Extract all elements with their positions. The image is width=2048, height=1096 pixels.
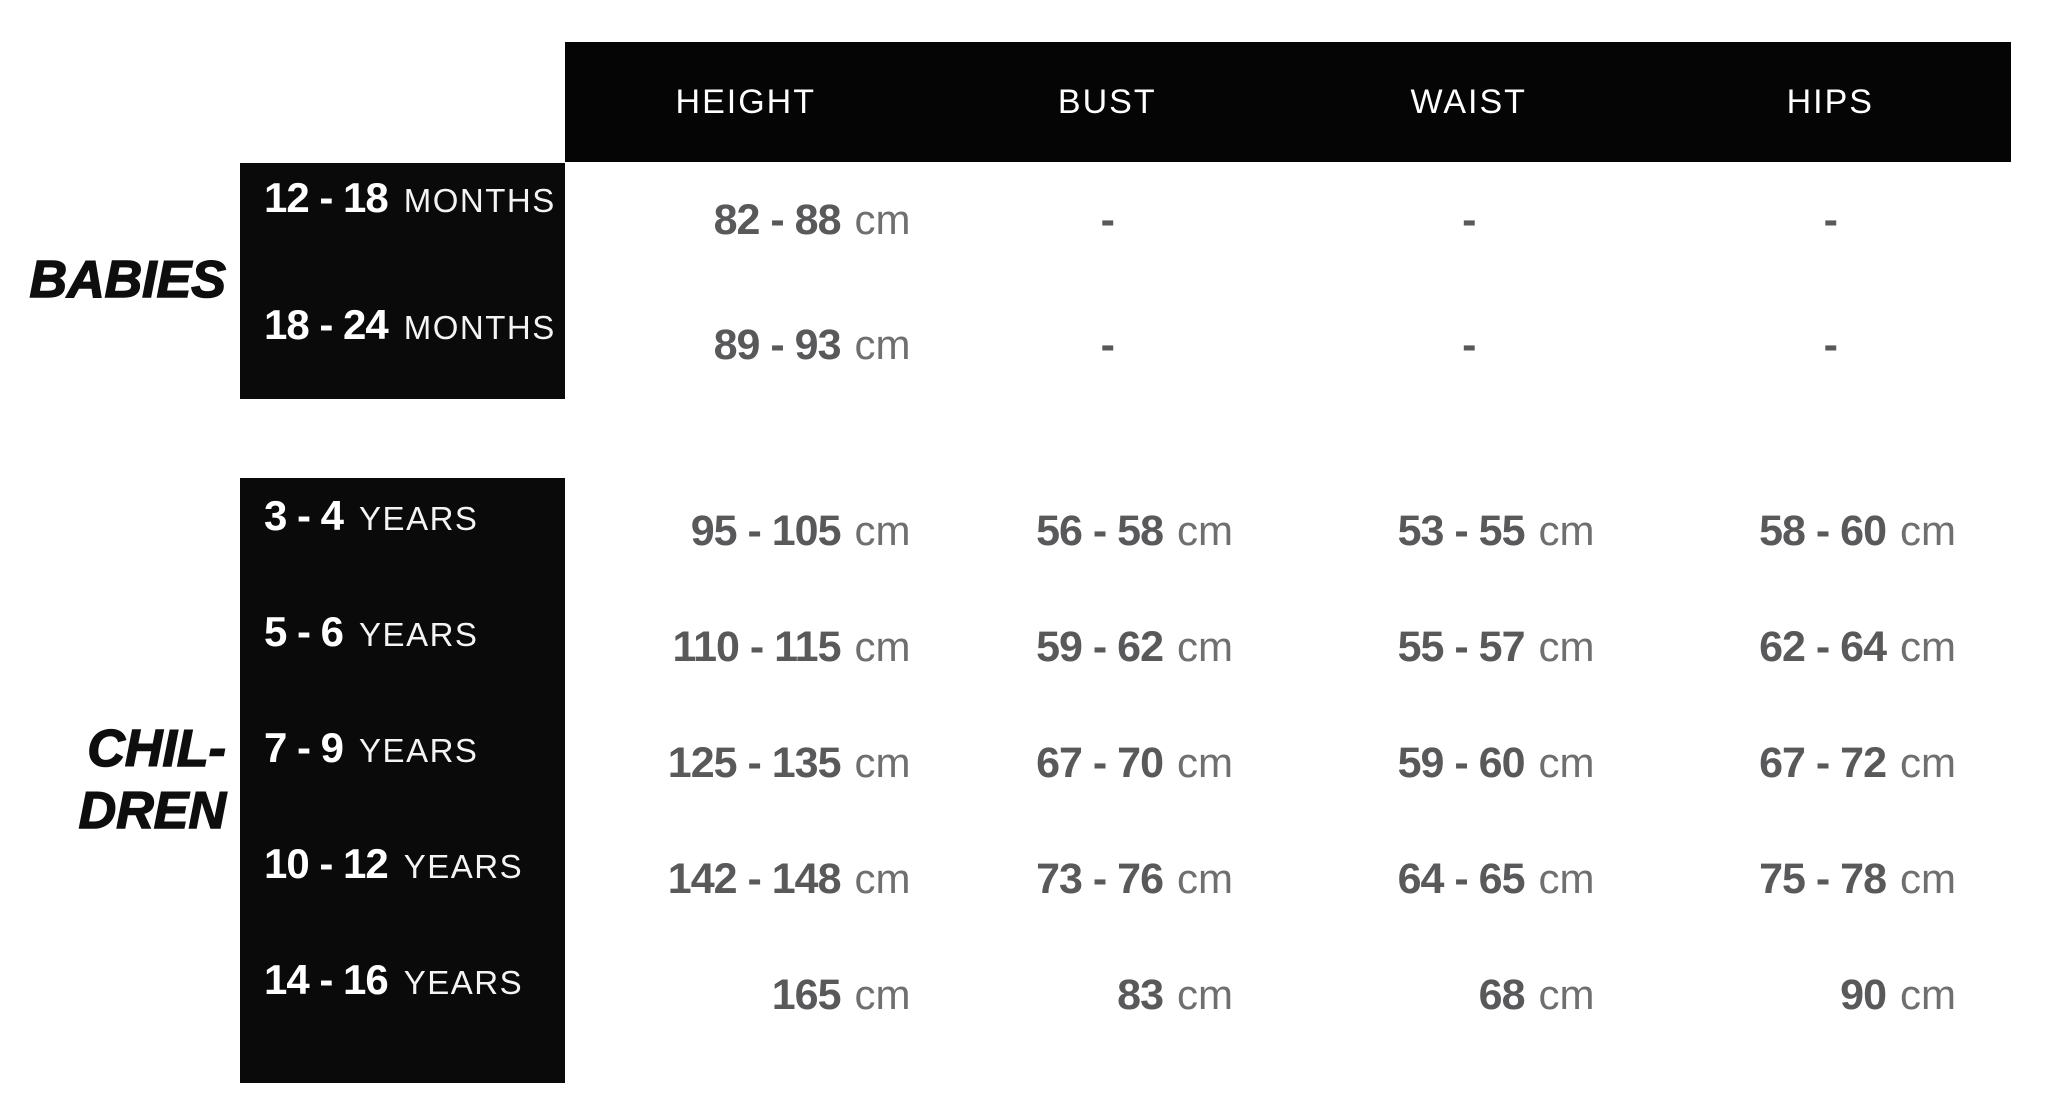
waist-cell: 64 - 65 cm bbox=[1397, 855, 1595, 903]
column-header-hips: HIPS bbox=[1786, 82, 1874, 121]
height-cell: 165 cm bbox=[771, 971, 911, 1019]
bust-cell: - bbox=[1100, 196, 1114, 244]
waist-cell: - bbox=[1462, 321, 1476, 369]
height-cell: 142 - 148 cm bbox=[667, 855, 911, 903]
waist-cell: - bbox=[1462, 196, 1476, 244]
size-range: 3 - 4 bbox=[264, 492, 344, 539]
bust-cell: 67 - 70 cm bbox=[1036, 739, 1233, 787]
column-header-bust: BUST bbox=[1057, 82, 1157, 121]
bust-cell: 73 - 76 cm bbox=[1036, 855, 1233, 903]
size-range: 7 - 9 bbox=[264, 724, 344, 771]
table-header-bar bbox=[565, 42, 2011, 162]
bust-cell: - bbox=[1100, 321, 1114, 369]
height-cell: 125 - 135 cm bbox=[667, 739, 911, 787]
size-range: 14 - 16 bbox=[264, 956, 388, 1003]
height-cell: 89 - 93 cm bbox=[713, 321, 911, 369]
hips-cell: 90 cm bbox=[1840, 971, 1956, 1019]
size-unit-word: YEARS bbox=[359, 732, 479, 769]
size-range: 18 - 24 bbox=[264, 301, 388, 348]
hips-cell: 62 - 64 cm bbox=[1759, 623, 1956, 671]
group-label-children-line1: CHIL- bbox=[87, 720, 226, 778]
group-label-children bbox=[79, 718, 226, 842]
bust-cell: 56 - 58 cm bbox=[1036, 507, 1233, 555]
size-unit-word: YEARS bbox=[403, 964, 524, 1001]
size-unit-word: YEARS bbox=[403, 848, 524, 885]
measurements-row bbox=[565, 849, 2011, 909]
waist-cell: 55 - 57 cm bbox=[1397, 623, 1595, 671]
size-label-18-24-months bbox=[264, 295, 556, 355]
bust-cell: 59 - 62 cm bbox=[1036, 623, 1233, 671]
waist-cell: 53 - 55 cm bbox=[1397, 507, 1595, 555]
measurements-row bbox=[565, 501, 2011, 561]
size-range: 12 - 18 bbox=[264, 174, 388, 221]
hips-cell: - bbox=[1823, 321, 1837, 369]
hips-cell: 67 - 72 cm bbox=[1759, 739, 1956, 787]
size-unit-word: YEARS bbox=[359, 616, 479, 653]
measurements-row bbox=[565, 733, 2011, 793]
size-unit-word: YEARS bbox=[359, 500, 479, 537]
hips-cell: - bbox=[1823, 196, 1837, 244]
size-unit-word: MONTHS bbox=[403, 309, 556, 346]
size-unit-word: MONTHS bbox=[403, 182, 556, 219]
measurements-row bbox=[565, 190, 2011, 250]
size-label-10-12-years bbox=[264, 834, 523, 894]
measurements-row bbox=[565, 965, 2011, 1025]
waist-cell: 68 cm bbox=[1478, 971, 1595, 1019]
column-header-height: HEIGHT bbox=[675, 82, 816, 121]
bust-cell: 83 cm bbox=[1117, 971, 1233, 1019]
group-label-babies: BABIES bbox=[29, 251, 226, 309]
height-cell: 95 - 105 cm bbox=[690, 507, 911, 555]
size-label-3-4-years bbox=[264, 486, 478, 546]
size-label-5-6-years bbox=[264, 602, 478, 662]
group-label-children-line2: DREN bbox=[78, 782, 226, 840]
column-header-waist: WAIST bbox=[1410, 82, 1527, 121]
waist-cell: 59 - 60 cm bbox=[1397, 739, 1595, 787]
hips-cell: 75 - 78 cm bbox=[1759, 855, 1956, 903]
height-cell: 110 - 115 cm bbox=[672, 623, 911, 671]
size-range: 10 - 12 bbox=[264, 840, 388, 887]
measurements-row bbox=[565, 617, 2011, 677]
size-label-14-16-years bbox=[264, 950, 523, 1010]
measurements-row bbox=[565, 315, 2011, 375]
hips-cell: 58 - 60 cm bbox=[1759, 507, 1956, 555]
size-label-7-9-years bbox=[264, 718, 478, 778]
size-label-12-18-months bbox=[264, 168, 556, 228]
size-range: 5 - 6 bbox=[264, 608, 344, 655]
height-cell: 82 - 88 cm bbox=[713, 196, 911, 244]
